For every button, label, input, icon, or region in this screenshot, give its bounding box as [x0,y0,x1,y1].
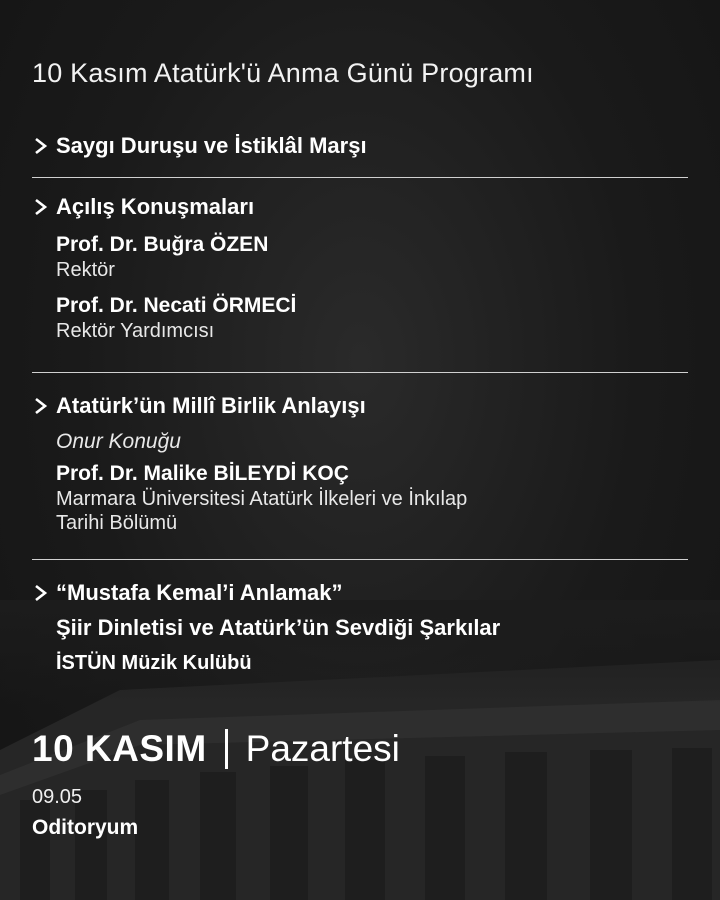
chevron-right-icon [32,198,50,216]
performer-name: İSTÜN Müzik Kulübü [56,652,252,674]
chevron-right-icon [32,397,50,415]
event-date [32,728,400,770]
speaker-name: Prof. Dr. Buğra ÖZEN [56,233,269,256]
program-item-4 [32,580,688,676]
chevron-right-icon [32,137,50,155]
event-venue: Oditoryum [32,816,139,839]
program-item-3 [32,393,688,535]
guest-label: Onur Konuğu [56,430,181,453]
program-item-title: “Mustafa Kemal’i Anlamak” [56,580,343,605]
chevron-right-icon [32,584,50,602]
day-text: Pazartesi [245,728,400,769]
speaker-role-line2: Tarihi Bölümü [56,512,178,534]
speaker-name: Prof. Dr. Malike BİLEYDİ KOÇ [56,462,349,485]
speaker-name: Prof. Dr. Necati ÖRMECİ [56,294,297,317]
speaker-role: Rektör Yardımcısı [56,320,215,342]
date-text: 10 KASIM [32,728,207,769]
page-title: 10 Kasım Atatürk'ü Anma Günü Programı [32,58,534,88]
program-item-2 [32,194,688,343]
program-item-title: Açılış Konuşmaları [56,194,255,219]
divider [32,372,688,373]
program-item-1 [32,133,688,159]
program-item-title: Saygı Duruşu ve İstiklâl Marşı [56,133,367,158]
program-item-title: Atatürk’ün Millî Birlik Anlayışı [56,393,366,418]
event-time: 09.05 [32,786,83,808]
speaker-role-line1: Marmara Üniversitesi Atatürk İlkeleri ve İnkılap [56,488,468,510]
divider [32,559,688,560]
divider [32,177,688,178]
program-item-subtitle: Şiir Dinletisi ve Atatürk’ün Sevdiği Şarkılar [56,615,501,640]
speaker-role: Rektör [56,259,115,281]
date-separator [225,729,228,769]
